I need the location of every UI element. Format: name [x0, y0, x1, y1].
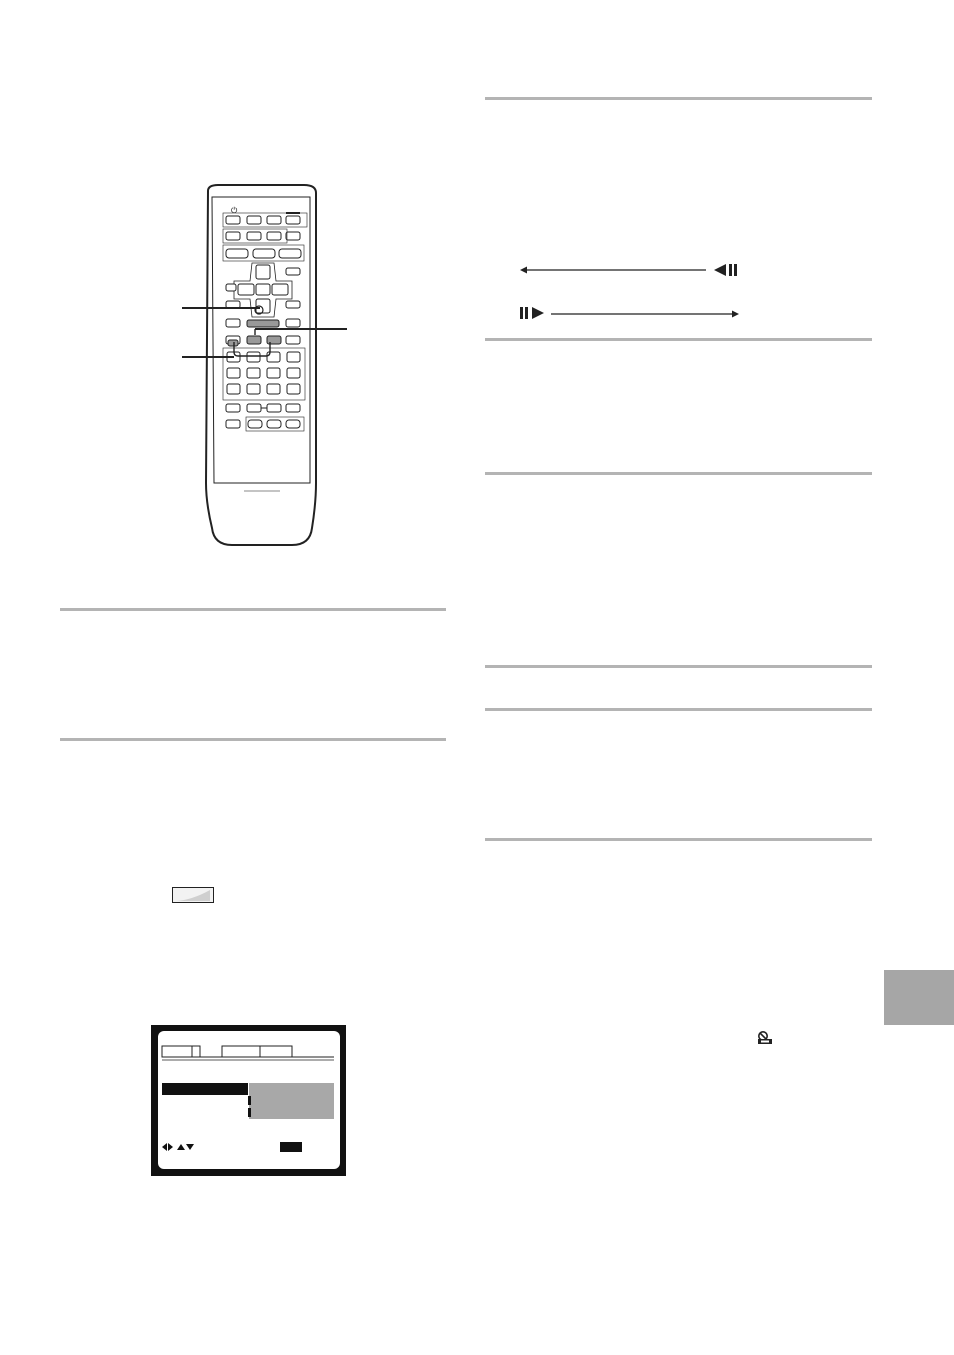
parental-lock-icon — [756, 1030, 776, 1046]
section-rule-right-1 — [485, 97, 872, 100]
step-forward-icon — [520, 307, 544, 319]
step-reverse-arrow — [518, 262, 746, 280]
section-rule-right-5 — [485, 708, 872, 711]
remote-control-icon — [200, 183, 322, 549]
step-forward-arrow — [518, 305, 746, 323]
section-rule-right-2 — [485, 338, 872, 341]
section-tab — [884, 970, 954, 1025]
setup-menu-screen-illustration — [151, 1025, 346, 1176]
section-rule-right-3 — [485, 472, 872, 475]
section-rule-right-6 — [485, 838, 872, 841]
remote-control-illustration — [200, 183, 322, 554]
blank-button-icon — [172, 887, 214, 903]
section-rule-left-1 — [60, 608, 446, 611]
section-rule-left-2 — [60, 738, 446, 741]
callout-line-lower-left — [182, 356, 234, 358]
callout-connectors — [228, 300, 288, 362]
step-reverse-icon — [714, 264, 737, 276]
section-rule-right-4 — [485, 665, 872, 668]
svg-text:⏻: ⏻ — [231, 206, 238, 215]
